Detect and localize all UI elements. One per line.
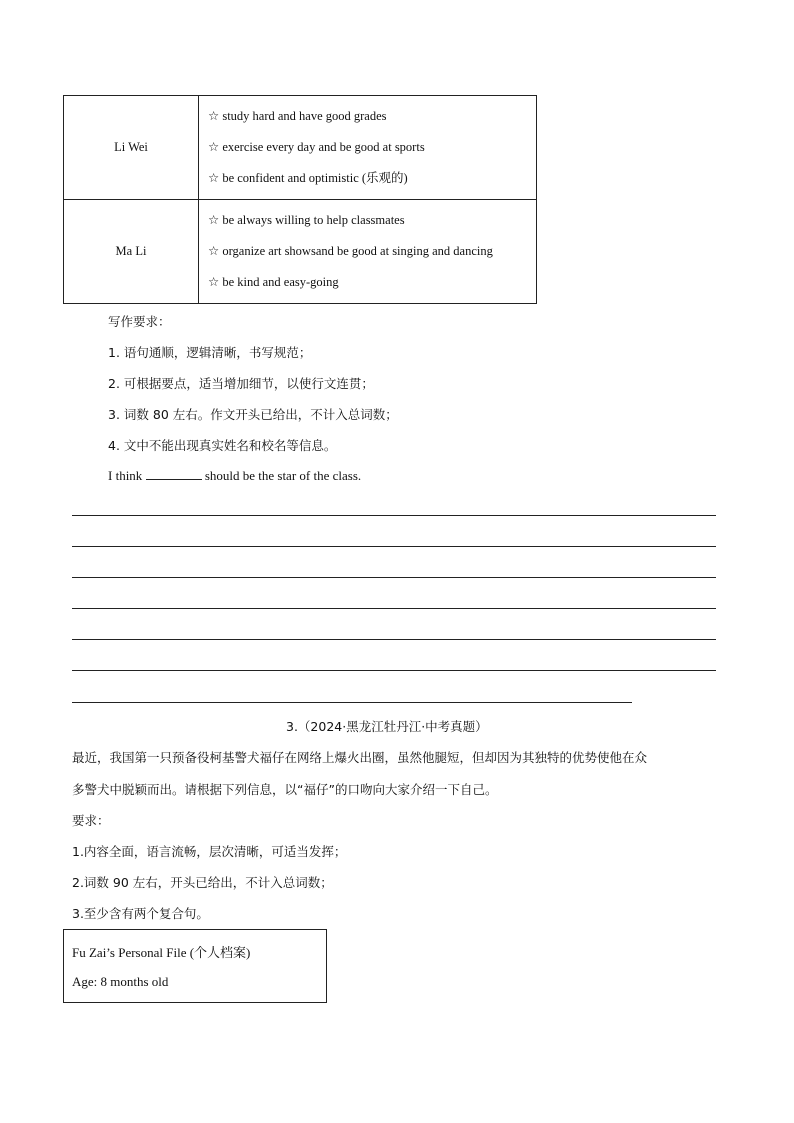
table-row <box>64 96 537 200</box>
trait-item: ☆ exercise every day and be good at sports <box>208 140 425 154</box>
writing-requirement-item: 1. 语句通顺，逻辑清晰，书写规范； <box>108 345 312 360</box>
answer-line[interactable] <box>72 639 716 640</box>
question-3-title: 3.（2024·黑龙江牡丹江·中考真题） <box>286 719 488 734</box>
personal-file-age: Age: 8 months old <box>72 974 169 989</box>
personal-file-title: Fu Zai’s Personal File (个人档案) <box>72 945 251 960</box>
trait-item: ☆ organize art showsand be good at singing and dancing <box>208 244 493 258</box>
essay-opening-sentence <box>108 467 361 484</box>
question-3-intro: 多警犬中脱颖而出。请根据下列信息，以“福仔”的口吻向大家介绍一下自己。 <box>72 782 498 797</box>
table-row <box>64 200 537 304</box>
trait-item: ☆ be always willing to help classmates <box>208 213 405 227</box>
writing-requirement-item: 2. 可根据要点，适当增加细节，以使行文连贯； <box>108 376 374 391</box>
writing-requirement-item: 4. 文中不能出现真实姓名和校名等信息。 <box>108 438 337 453</box>
student-traits-cell <box>199 96 537 200</box>
opening-text-start: I think <box>108 468 146 483</box>
trait-item: ☆ study hard and have good grades <box>208 109 387 123</box>
question-3-requirement-item: 1.内容全面，语言流畅，层次清晰，可适当发挥； <box>72 844 347 859</box>
fill-in-blank[interactable] <box>146 467 202 480</box>
student-traits-cell <box>199 200 537 304</box>
student-comparison-table <box>63 95 537 304</box>
question-3-requirements-heading: 要求： <box>72 813 110 828</box>
answer-line[interactable] <box>72 577 716 578</box>
trait-item: ☆ be confident and optimistic (乐观的) <box>208 171 408 185</box>
answer-line[interactable] <box>72 608 716 609</box>
student-name-cell: Li Wei <box>64 96 199 200</box>
answer-line[interactable] <box>72 546 716 547</box>
trait-item: ☆ be kind and easy-going <box>208 275 339 289</box>
student-name-cell: Ma Li <box>64 200 199 304</box>
question-3-requirement-item: 2.词数 90 左右，开头已给出，不计入总词数； <box>72 875 333 890</box>
writing-requirements-heading: 写作要求： <box>108 314 171 329</box>
answer-line[interactable] <box>72 515 716 516</box>
personal-file-box <box>63 929 327 1003</box>
answer-line[interactable] <box>72 670 716 671</box>
writing-requirement-item: 3. 词数 80 左右。作文开头已给出，不计入总词数； <box>108 407 398 422</box>
question-3-requirement-item: 3.至少含有两个复合句。 <box>72 906 209 921</box>
opening-text-end: should be the star of the class. <box>201 468 362 483</box>
question-3-intro: 最近，我国第一只预备役柯基警犬福仔在网络上爆火出圈，虽然他腿短，但却因为其独特的优势使他在众 <box>72 750 648 765</box>
answer-line[interactable] <box>72 702 632 703</box>
